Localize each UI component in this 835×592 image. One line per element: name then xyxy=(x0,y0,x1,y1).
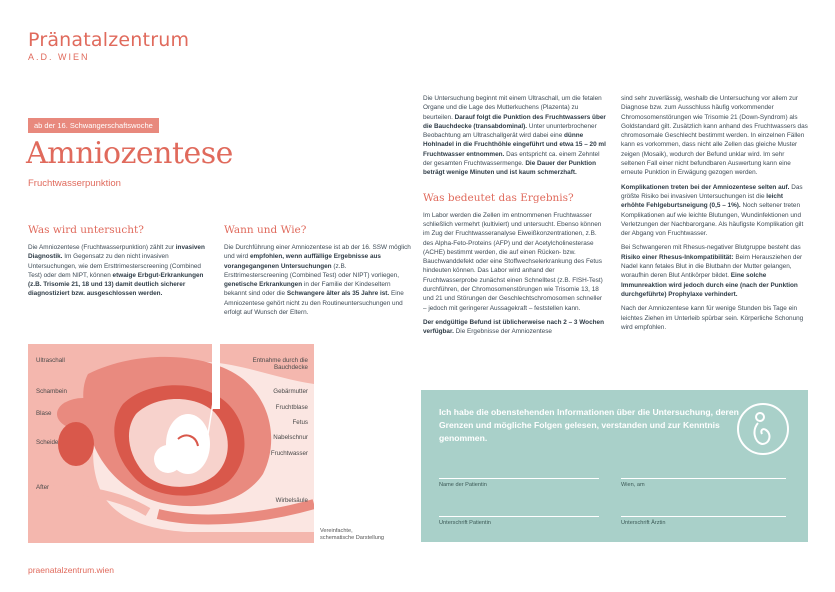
label-fetus: Fetus xyxy=(292,419,308,426)
section-heading: Was wird untersucht? xyxy=(28,224,144,236)
logo-sub: A.D. WIEN xyxy=(28,52,90,62)
place-field-label: Wien, am xyxy=(621,482,645,488)
column-was-wird-untersucht xyxy=(28,224,214,304)
label-gebaermutter: Gebärmutter xyxy=(273,388,308,395)
doctor-signature-label: Unterschrift Ärztin xyxy=(621,520,666,526)
signature-line xyxy=(439,478,599,479)
label-fruchtwasser: Fruchtwasser xyxy=(270,450,308,457)
paragraph: Die Untersuchung beginnt mit einem Ultraschall, um die fetalen Organe und die Lage des Mutterkuchens (Plazenta) zu beurteilen. Darauf folgt die Punktion des Fruchtwassers über die Bauchdecke (transabdominal). Unter ununterbrochener Beobachtung am Ultraschallgerät wird dabei eine dünne Hohlnadel in die Fruchthöhle eingeführt und etwa 15 – 20 ml Fruchtwasser entnommen. Das entspricht ca. einem Zehntel der gesamten Fruchtwassermenge. Die Dauer der Punktion beträgt wenige Minuten und ist kaum schmerzhaft. xyxy=(423,95,606,177)
logo-name: Pränatalzentrum xyxy=(28,29,190,51)
page-title: Amniozentese xyxy=(26,136,233,171)
section-heading: Was bedeutet das Ergebnis? xyxy=(423,191,574,204)
consent-box xyxy=(421,390,808,542)
column-procedure xyxy=(423,94,606,342)
week-badge: ab der 16. Schwangerschaftswoche xyxy=(28,118,159,133)
paragraph: Bei Schwangeren mit Rhesus-negativer Blutgruppe besteht das Risiko einer Rhesus-Inkompatibilität: Beim Herausziehen der Nadel kann fetales Blut in die Blutbahn der Mutter gelangen, woraufhin deren Blut Antikörper bildet. Eine solche Immunreaktion wird jedoch durch eine (nach der Punktion durchgeführte) Prophylaxe verhindert. xyxy=(621,244,803,298)
column-results xyxy=(621,94,808,337)
label-entnahme: Entnahme durch die Bauchdecke xyxy=(252,357,308,371)
figure-caption: Vereinfachte, schematische Darstellung xyxy=(320,528,385,541)
label-nabelschnur: Nabelschnur xyxy=(273,434,308,441)
pregnancy-icon xyxy=(736,402,790,456)
signature-line xyxy=(439,516,599,517)
label-after: After xyxy=(36,484,50,491)
paragraph: sind sehr zuverlässig, weshalb die Untersuchung vor allem zur Diagnose bzw. zum Ausschluss häufig vorkommender Chromosomenstörungen wie Trisomie 21 (Down-Syndrom) als Goldstandard gilt. Zusätzlich kann anhand des Fruchtwassers das chromosomale Geschlecht bestimmt werden. In einzelnen Fällen kann es vorkommen, dass nicht alle Zellen das gleiche Muster zeigen (Mosaik), wodurch der Befund unklar wird. Im sehr seltenen Fall einer nicht befundbaren Auswertung kann eine erneute Punktion in Erwägung gezogen werden. xyxy=(621,95,808,177)
consent-text: Ich habe die obenstehenden Informationen über die Untersuchung, deren Grenzen und mögliche Folgen gelesen, verstanden und zur Kenntnis genommen. xyxy=(439,407,739,443)
anatomy-illustration xyxy=(28,344,314,543)
paragraph: Nach der Amniozentese kann für wenige Stunden bis Tage ein leichtes Ziehen im Unterleib spürbar sein. Körperliche Schonung wird empfohlen. xyxy=(621,305,804,331)
label-wirbelsaeule: Wirbelsäule xyxy=(275,497,308,504)
label-scheide: Scheide xyxy=(36,439,59,446)
label-schambein: Schambein xyxy=(36,388,67,395)
paragraph: Die Amniozentese (Fruchtwasserpunktion) zählt zur invasiven Diagnostik. Im Gegensatz zu den nicht invasiven Untersuchungen, wie dem Ersttrimesterscreening (Combined Test) oder dem NIPT, können etwaige Erbgut-Erkrankungen (z.B. Trisomie 21, 18 und 13) damit deutlich sicherer diagnostiziert bzw. ausgeschlossen werden. xyxy=(28,244,205,298)
paragraph: Im Labor werden die Zellen im entnommenen Fruchtwasser schließlich vermehrt (kultiviert) und untersucht. Ebenso können im Zug der Fruchtwasseranalyse Eiweißkonzentrationen, z.B. des Alpha-Feto-Proteins (AFP) und der Acetylcholinesterase (ACHE) bestimmt werden, die auf einen Rücken- bzw. Bauchwanddefekt oder eine Stoffwechselerkrankung des Fetus hindeuten können. Das Labor wird anhand der Fruchtwasserprobe zunächst einen Schnelltest (z.B. FISH-Test) durchführen, der Chromosomenstörungen wie Trisomie 13, 18 und 21 und Störungen der Geschlechtschromosomen schneller – jedoch mit geringerer Aussagekraft – feststellen kann. xyxy=(423,211,603,312)
column-wann-und-wie xyxy=(224,224,412,322)
paragraph: Komplikationen treten bei der Amniozentese selten auf. Das größte Risiko bei invasiven Untersuchungen ist die leicht erhöhte Fehlgeburtsneigung (0,5 – 1%). Noch seltener treten Komplikationen auf wie leichte Blutungen, Wundinfektionen und Verletzungen der Nachbarorgane. Als häufigste Komplikation gilt der Abgang von Fruchtwasser. xyxy=(621,183,804,238)
logo xyxy=(28,30,189,62)
paragraph: Die Durchführung einer Amniozentese ist ab der 16. SSW möglich und wird empfohlen, wenn auffällige Ergebnisse aus vorangegangenen Untersuchungen (z.B. Ersttrimesterscreening (Combined Test) oder NIPT) vorliegen, genetische Erkrankungen in der Familie der Kindeseltern bekannt sind oder die Schwangere älter als 35 Jahre ist. Eine Amniozentese gehört nicht zu den Routineuntersuchungen und erfolgt auf Wunsch der Eltern. xyxy=(224,244,411,317)
name-field-label: Name der Patientin xyxy=(439,482,487,488)
footer-url[interactable]: praenatalzentrum.wien xyxy=(28,565,114,575)
patient-signature-label: Unterschrift Patientin xyxy=(439,520,491,526)
label-blase: Blase xyxy=(36,410,52,417)
anatomy-drawing xyxy=(28,344,314,543)
label-fruchtblase: Fruchtblase xyxy=(275,404,308,411)
label-ultraschall: Ultraschall xyxy=(36,357,65,364)
signature-line xyxy=(621,478,786,479)
section-heading: Wann und Wie? xyxy=(224,224,307,236)
paragraph: Der endgültige Befund ist üblicherweise nach 2 – 3 Wochen verfügbar. Die Ergebnisse der Amniozentese xyxy=(423,318,604,336)
signature-line xyxy=(621,516,786,517)
page-subtitle: Fruchtwasserpunktion xyxy=(28,178,121,189)
